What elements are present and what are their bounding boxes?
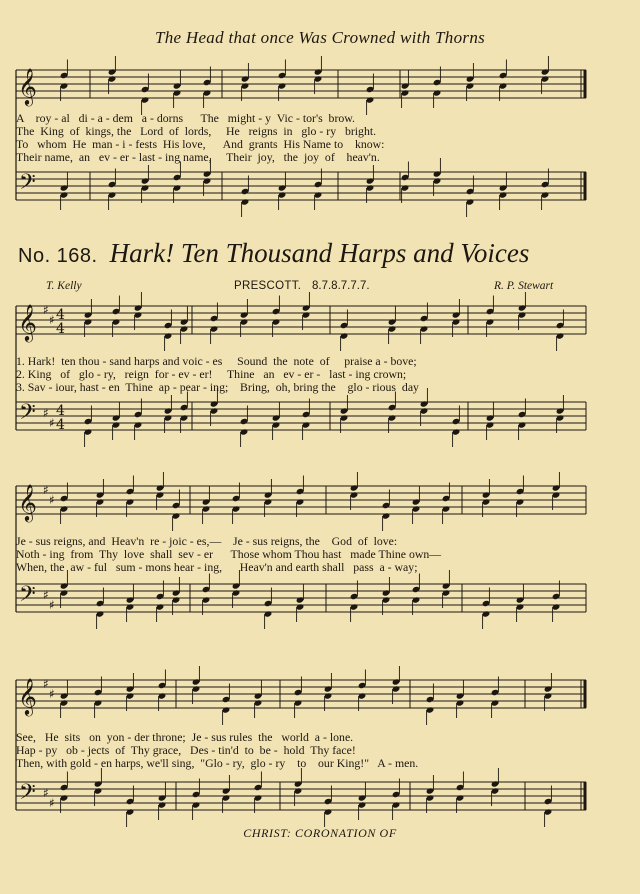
sharp-icon: ♯ bbox=[49, 796, 55, 810]
bass-clef: 𝄢 bbox=[19, 170, 36, 200]
sharp-icon: ♯ bbox=[49, 493, 55, 507]
sharp-icon: ♯ bbox=[43, 677, 49, 691]
lyric-line: A roy - al di - a - dem a - dorns The might - y Vic - tor's brow. bbox=[16, 111, 355, 125]
sharp-icon: ♯ bbox=[43, 588, 49, 602]
hymn-composer: R. P. Stewart bbox=[494, 280, 554, 292]
metre: 8.7.8.7.7.7. bbox=[312, 280, 370, 292]
sharp-icon: ♯ bbox=[49, 598, 55, 612]
sharp-icon: ♯ bbox=[49, 313, 55, 327]
sharp-icon: ♯ bbox=[49, 416, 55, 430]
lyric-line: 2. King of glo - ry, reign for - ev - er! Thine an ev - er - last - ing crown; bbox=[16, 367, 407, 381]
previous-hymn-title: The Head that once Was Crowned with Thorns bbox=[154, 28, 486, 47]
lyric-line: 1. Hark! ten thou - sand harps and voic - es Sound the note of praise a - bove; bbox=[16, 354, 417, 368]
time-signature: 4 bbox=[56, 417, 65, 433]
lyric-line: The King of kings, the Lord of lords, He reigns in glo - ry bright. bbox=[16, 124, 377, 138]
bass-clef: 𝄢 bbox=[19, 400, 36, 430]
sharp-icon: ♯ bbox=[43, 786, 49, 800]
sharp-icon: ♯ bbox=[43, 406, 49, 420]
lyric-line: See, He sits on yon - der throne; Je - sus rules the world a - lone. bbox=[16, 730, 354, 744]
hymn-number: No. 168. bbox=[18, 245, 98, 267]
lyric-line: 3. Sav - iour, hast - en Thine ap - pear - ing; Bring, oh, bring the glo - rious day bbox=[16, 380, 419, 394]
time-signature: 4 bbox=[56, 403, 65, 419]
lyric-line: When, the aw - ful sum - mons hear - ing, Heav'n and earth shall pass a - way; bbox=[16, 560, 418, 574]
time-signature: 4 bbox=[56, 321, 65, 337]
sharp-icon: ♯ bbox=[49, 687, 55, 701]
time-signature: 4 bbox=[56, 307, 65, 323]
lyric-line: To whom He man - i - fests His love, And grants His Name to know: bbox=[16, 137, 385, 151]
treble-clef: 𝄞 bbox=[18, 303, 37, 341]
treble-clef: 𝄞 bbox=[18, 483, 37, 521]
treble-clef: 𝄞 bbox=[18, 677, 37, 715]
lyric-line: Hap - py ob - jects of Thy grace, Des - tin'd to be - hold Thy face! bbox=[16, 743, 356, 757]
hymn-heading bbox=[18, 238, 638, 269]
hymn-title: Hark! Ten Thousand Harps and Voices bbox=[109, 238, 530, 268]
tune-name: PRESCOTT. bbox=[234, 280, 302, 292]
sharp-icon: ♯ bbox=[43, 483, 49, 497]
bass-clef: 𝄢 bbox=[19, 582, 36, 612]
sharp-icon: ♯ bbox=[43, 303, 49, 317]
lyric-line: Je - sus reigns, and Heav'n re - joic - es,— Je - sus reigns, the God of love: bbox=[16, 534, 398, 548]
lyric-line: Their name, an ev - er - last - ing name, Their joy, the joy of heav'n. bbox=[16, 150, 380, 164]
treble-clef: 𝄞 bbox=[18, 67, 37, 105]
bass-clef: 𝄢 bbox=[19, 780, 36, 810]
lyric-line: Then, with gold - en harps, we'll sing, "Glo - ry, glo - ry to our King!" A - men. bbox=[16, 756, 419, 770]
lyric-line: Noth - ing from Thy love shall sev - er Those whom Thou hast made Thine own— bbox=[16, 547, 442, 561]
topic-footer: CHRIST: CORONATION OF bbox=[243, 826, 397, 840]
hymn-author: T. Kelly bbox=[46, 280, 82, 292]
